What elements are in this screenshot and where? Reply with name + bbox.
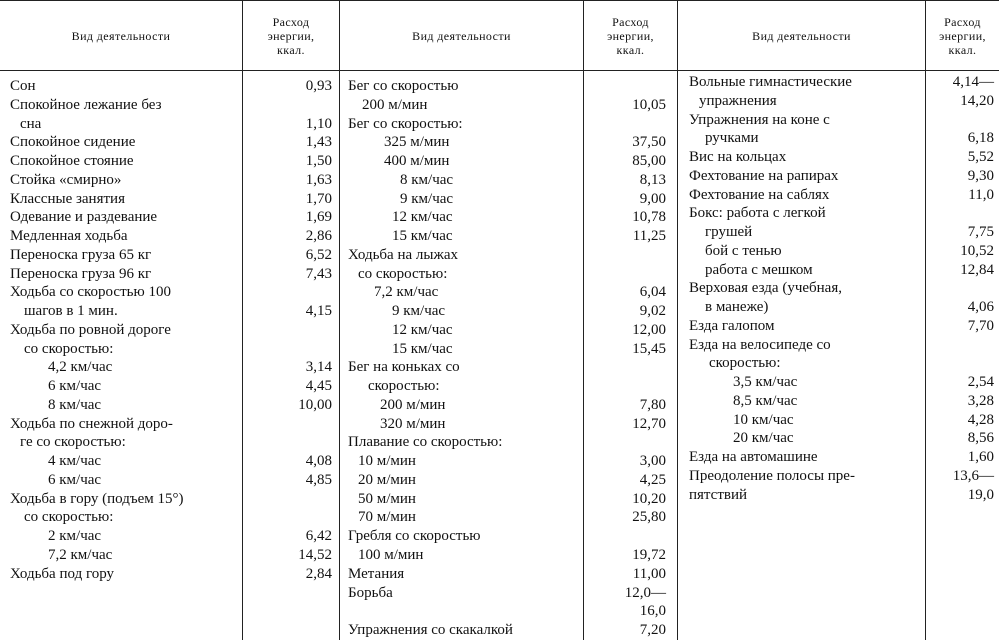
activity-label: бой с тенью — [705, 242, 782, 259]
energy-value: 4,08 — [305, 453, 332, 470]
energy-value: 7,80 — [639, 396, 666, 413]
energy-value: 14,20 — [960, 92, 994, 109]
header-energy-line1: Расход — [272, 15, 310, 29]
activity-label: Бокс: работа с легкой — [689, 205, 826, 222]
activity-label: Ходьба в гору (подъем 15°) — [10, 490, 184, 507]
energy-value: 11,25 — [632, 228, 666, 245]
energy-value: 4,15 — [305, 303, 332, 320]
activity-label: Езда на автомашине — [689, 449, 818, 466]
activity-label: 400 м/мин — [384, 153, 450, 170]
activity-label: грушей — [705, 224, 753, 241]
energy-value: 4,06 — [967, 299, 994, 316]
activity-label: шагов в 1 мин. — [24, 303, 118, 320]
activity-label: скоростью: — [368, 378, 440, 395]
energy-value: 2,86 — [305, 228, 332, 245]
activity-label: Ходьба по ровной дороге — [10, 321, 171, 338]
energy-value: 1,60 — [967, 449, 994, 466]
energy-value: 4,85 — [305, 471, 332, 488]
header-energy-line3: ккал. — [948, 43, 977, 57]
activity-label: Медленная ходьба — [10, 228, 128, 245]
activity-label: Спокойное стояние — [10, 153, 134, 170]
activity-label: Ходьба на лыжах — [348, 246, 458, 263]
energy-value: 1,43 — [305, 134, 332, 151]
energy-value: 7,70 — [967, 317, 994, 334]
activity-label: Метания — [348, 565, 405, 582]
activity-label: 4,2 км/час — [48, 359, 113, 376]
header-energy-line2: энергии, — [939, 29, 986, 43]
activity-label: 12 км/час — [392, 209, 453, 226]
energy-value: 6,42 — [305, 528, 332, 545]
energy-value: 7,43 — [305, 265, 332, 282]
energy-value: 8,13 — [639, 171, 666, 188]
energy-value: 0,93 — [305, 78, 332, 94]
header-activity-label: Вид деятельности — [71, 28, 171, 43]
energy-value: 1,69 — [305, 209, 332, 226]
activity-label: 15 км/час — [392, 340, 453, 357]
activity-label: 200 м/мин — [362, 96, 428, 113]
column-divider-2 — [339, 0, 340, 640]
activity-label: Езда галопом — [689, 317, 775, 334]
energy-value: 6,04 — [639, 284, 666, 301]
activity-label: Бег со скоростью — [348, 78, 459, 94]
activity-label: 3,5 км/час — [733, 374, 798, 391]
activity-label: Фехтование на саблях — [689, 186, 830, 203]
energy-value: 10,52 — [960, 242, 994, 259]
energy-value: 19,72 — [632, 547, 666, 563]
energy-value: 25,80 — [632, 509, 666, 526]
energy-value: 11,00 — [632, 565, 666, 582]
header-energy-line2: энергии, — [607, 29, 654, 43]
activity-label: 6 км/час — [48, 378, 102, 395]
energy-value: 3,00 — [639, 453, 666, 470]
activity-label: Бег со скоростью: — [348, 115, 463, 132]
activity-label: в манеже) — [705, 299, 769, 316]
energy-value: 9,02 — [639, 303, 666, 320]
activity-label: Ходьба по снежной доро- — [10, 415, 173, 432]
activity-label: Упражнения на коне с — [689, 111, 830, 128]
activity-label: Верховая езда (учебная, — [689, 280, 842, 297]
activity-label: 100 м/мин — [358, 547, 424, 563]
activity-label: ге со скоростью: — [20, 434, 126, 451]
energy-value: 12,00 — [632, 321, 666, 338]
energy-value: 1,63 — [305, 171, 332, 188]
activity-label: 20 км/час — [733, 430, 794, 447]
activity-label: 320 м/мин — [380, 415, 446, 432]
energy-value: 4,28 — [967, 411, 994, 428]
activity-label: Переноска груза 65 кг — [10, 246, 152, 263]
activity-label: 10 м/мин — [358, 453, 416, 470]
activity-label: 9 км/час — [400, 190, 454, 207]
energy-value: 10,00 — [298, 396, 332, 413]
activity-label: ручками — [705, 130, 759, 147]
header-energy-2 — [584, 2, 677, 70]
activity-label: Плавание со скоростью: — [348, 434, 503, 451]
activity-label: Стойка «смирно» — [10, 171, 122, 188]
energy-value: 1,70 — [305, 190, 332, 207]
header-energy-line3: ккал. — [277, 43, 305, 57]
activity-label: Одевание и раздевание — [10, 209, 158, 226]
energy-value: 1,50 — [305, 153, 332, 170]
activity-label: 8 км/час — [400, 171, 454, 188]
activity-label: со скоростью: — [358, 265, 448, 282]
activity-label: Гребля со скоростью — [348, 528, 481, 545]
activity-label: 9 км/час — [392, 303, 446, 320]
activity-label: 7,2 км/час — [48, 547, 113, 563]
energy-value: 6,18 — [967, 130, 994, 147]
energy-value: 14,52 — [298, 547, 332, 563]
activity-label: Спокойное лежание без — [10, 96, 162, 113]
energy-value: 15,45 — [632, 340, 666, 357]
energy-value: 8,56 — [967, 430, 994, 447]
activity-label: 20 м/мин — [358, 471, 416, 488]
header-energy-1 — [243, 2, 339, 70]
activity-label: 10 км/час — [733, 411, 794, 428]
activity-label: пятствий — [689, 486, 748, 503]
energy-value: 3,14 — [305, 359, 332, 376]
energy-value: 6,52 — [305, 246, 332, 263]
activity-label: Борьба — [348, 584, 393, 601]
activity-label: Фехтование на рапирах — [689, 167, 839, 184]
activity-label: 200 м/мин — [380, 396, 446, 413]
header-energy-line1: Расход — [612, 15, 649, 29]
activity-label: 70 м/мин — [358, 509, 416, 526]
header-divider — [0, 70, 999, 71]
energy-value: 10,78 — [632, 209, 666, 226]
activity-label: Ходьба под гору — [10, 565, 115, 582]
energy-value: 13,6— — [952, 467, 994, 484]
activity-label: Езда на велосипеде со — [689, 336, 831, 353]
energy-value: 4,45 — [305, 378, 332, 395]
energy-value: 16,0 — [639, 603, 666, 620]
header-activity-2 — [340, 2, 583, 70]
activity-label: 6 км/час — [48, 471, 102, 488]
activity-label: 15 км/час — [392, 228, 453, 245]
energy-value: 37,50 — [632, 134, 666, 151]
energy-value: 19,0 — [967, 486, 994, 503]
header-activity-label: Вид деятельности — [752, 28, 851, 43]
activity-label: со скоростью: — [24, 509, 114, 526]
header-activity-label: Вид деятельности — [412, 28, 511, 43]
activity-label: Сон — [10, 78, 36, 94]
activity-label: 325 м/мин — [384, 134, 450, 151]
activity-label: Вис на кольцах — [689, 149, 787, 166]
activity-label: со скоростью: — [24, 340, 114, 357]
energy-value: 4,25 — [639, 471, 666, 488]
activity-label: Вольные гимнастические — [689, 74, 852, 90]
activity-label: работа с мешком — [705, 261, 813, 278]
header-activity-1 — [0, 2, 242, 70]
energy-value: 11,0 — [968, 186, 994, 203]
header-energy-line3: ккал. — [616, 43, 645, 57]
activity-label: Упражнения со скакалкой — [348, 622, 513, 639]
energy-value: 5,52 — [967, 149, 994, 166]
energy-value: 9,00 — [639, 190, 666, 207]
activity-label: сна — [20, 115, 42, 132]
energy-value: 3,28 — [967, 392, 994, 409]
activity-label: 2 км/час — [48, 528, 102, 545]
energy-value: 4,14— — [952, 74, 994, 90]
energy-value: 2,54 — [967, 374, 994, 391]
energy-value: 12,0— — [624, 584, 666, 601]
energy-value: 9,30 — [967, 167, 994, 184]
activity-label: Бег на коньках со — [348, 359, 460, 376]
top-border — [0, 0, 999, 1]
activity-label: 8 км/час — [48, 396, 102, 413]
activity-label: Спокойное сидение — [10, 134, 136, 151]
activity-label: упражнения — [699, 92, 777, 109]
activity-label: 12 км/час — [392, 321, 453, 338]
activity-label: Ходьба со скоростью 100 — [10, 284, 171, 301]
header-energy-line1: Расход — [944, 15, 981, 29]
activity-label: Переноска груза 96 кг — [10, 265, 152, 282]
energy-value: 85,00 — [632, 153, 666, 170]
energy-value: 12,70 — [632, 415, 666, 432]
energy-value: 2,84 — [305, 565, 332, 582]
activity-label: 50 м/мин — [358, 490, 416, 507]
energy-value: 12,84 — [960, 261, 994, 278]
energy-value: 7,75 — [967, 224, 994, 241]
activity-label: Преодоление полосы пре- — [689, 467, 855, 484]
energy-value: 1,10 — [305, 115, 332, 132]
energy-value: 7,20 — [639, 622, 666, 639]
activity-label: скоростью: — [709, 355, 781, 372]
header-energy-3 — [926, 2, 999, 70]
activity-label: Классные занятия — [10, 190, 125, 207]
column-divider-4 — [677, 0, 678, 640]
header-energy-line2: энергии, — [267, 29, 315, 43]
activity-label: 8,5 км/час — [733, 392, 798, 409]
activity-label: 7,2 км/час — [374, 284, 439, 301]
energy-value: 10,05 — [632, 96, 666, 113]
header-activity-3 — [678, 2, 925, 70]
energy-value: 10,20 — [632, 490, 666, 507]
activity-label: 4 км/час — [48, 453, 102, 470]
